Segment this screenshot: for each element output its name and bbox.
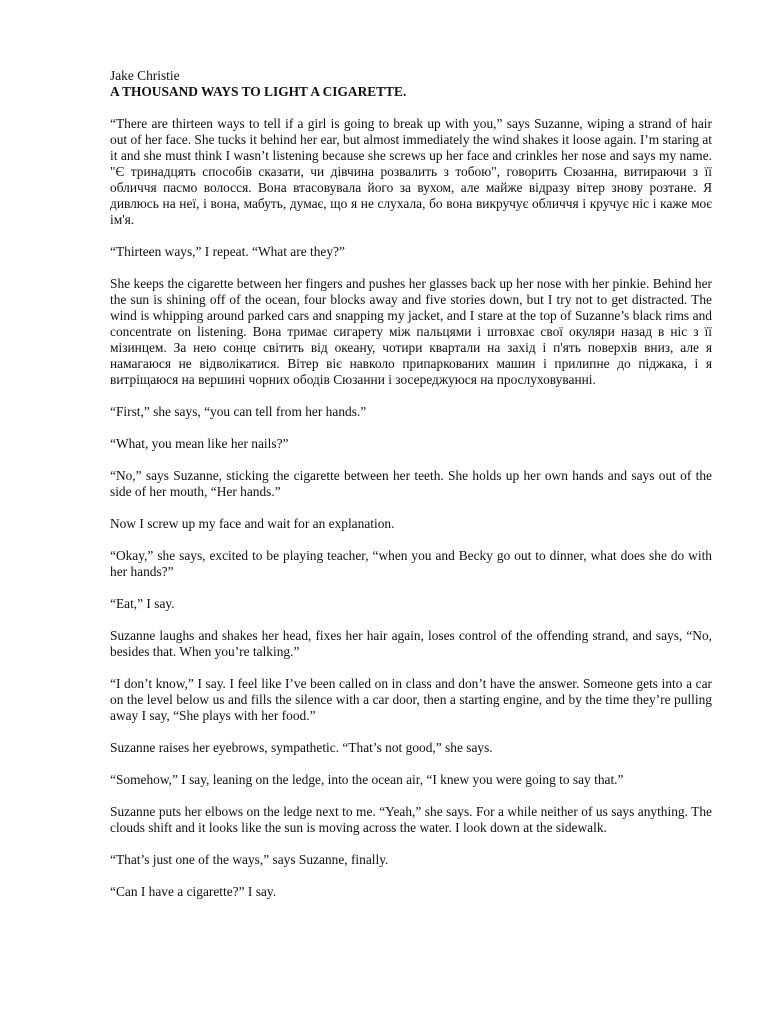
- paragraph-1: “There are thirteen ways to tell if a girl is going to break up with you,” says Suzanne, wiping a strand of hair out of her face. She tucks it behind her ear, but almost immediately the wind shakes it loose again. I’m staring at it and she must think I wasn’t listening because she screws up her face and crinkles her nose and says my name. "Є тринадцять способів сказати, чи дівчина розвалить з тобою", говорить Сюзанна, витираючи з її обличчя пасмо волосся. Вона втасовувала його за вухом, але майже відразу вітер знову розтане. Я дивлюсь на неї, і вона, мабуть, думає, що я не слухала, бо вона викручує обличчя і кручує ніс і каже моє ім'я.: [110, 116, 712, 227]
- paragraph-4: “First,” she says, “you can tell from her hands.”: [110, 404, 367, 419]
- paragraph-8: “Okay,” she says, excited to be playing teacher, “when you and Becky go out to dinner, what does she do with her hands?”: [110, 548, 712, 579]
- paragraph-9: “Eat,” I say.: [110, 596, 175, 611]
- paragraph-3: She keeps the cigarette between her fingers and pushes her glasses back up her nose with her pinkie. Behind her the sun is shining off of the ocean, four blocks away and five stories down, but I try not to get distracted. The wind is whipping around parked cars and snapping my jacket, and I stare at the top of Suzanne’s black rims and concentrate on listening. Вона тримає сигарету між пальцями і штовхає свої окуляри назад в ніс з її мізинцем. За нею сонце світить від океану, чотири квартали на захід і п'ять поверхів вниз, але я намагаюся не відволікатися. Вітер віє навколо припаркованих машин і прилипне до піджака, і я витріщаюся на вершині чорних ободів Сюзанни і зосереджуюся на прослуховуванні.: [110, 276, 712, 387]
- paragraph-7: Now I screw up my face and wait for an explanation.: [110, 516, 395, 531]
- paragraph-11: “I don’t know,” I say. I feel like I’ve been called on in class and don’t have the answer. Someone gets into a car on the level below us and fills the silence with a car door, then a starting engine, and by the time they’re pulling away I say, “She plays with her food.”: [110, 676, 712, 723]
- paragraph-6: “No,” says Suzanne, sticking the cigarette between her teeth. She holds up her own hands and says out of the side of her mouth, “Her hands.”: [110, 468, 712, 499]
- story-title: A THOUSAND WAYS TO LIGHT A CIGARETTE.: [110, 84, 407, 99]
- paragraph-5: “What, you mean like her nails?”: [110, 436, 289, 451]
- paragraph-10: Suzanne laughs and shakes her head, fixes her hair again, loses control of the offending strand, and says, “No, besides that. When you’re talking.”: [110, 628, 712, 659]
- paragraph-16: “Can I have a cigarette?” I say.: [110, 884, 277, 899]
- paragraph-13: “Somehow,” I say, leaning on the ledge, into the ocean air, “I knew you were going to say that.”: [110, 772, 624, 787]
- document-page: [110, 68, 712, 900]
- paragraph-14: Suzanne puts her elbows on the ledge next to me. “Yeah,” she says. For a while neither of us says anything. The clouds shift and it looks like the sun is moving across the water. I look down at the sidewalk.: [110, 804, 712, 835]
- paragraph-2: “Thirteen ways,” I repeat. “What are they?”: [110, 244, 345, 259]
- author-name: Jake Christie: [110, 68, 180, 83]
- paragraph-12: Suzanne raises her eyebrows, sympathetic. “That’s not good,” she says.: [110, 740, 493, 755]
- paragraph-15: “That’s just one of the ways,” says Suzanne, finally.: [110, 852, 389, 867]
